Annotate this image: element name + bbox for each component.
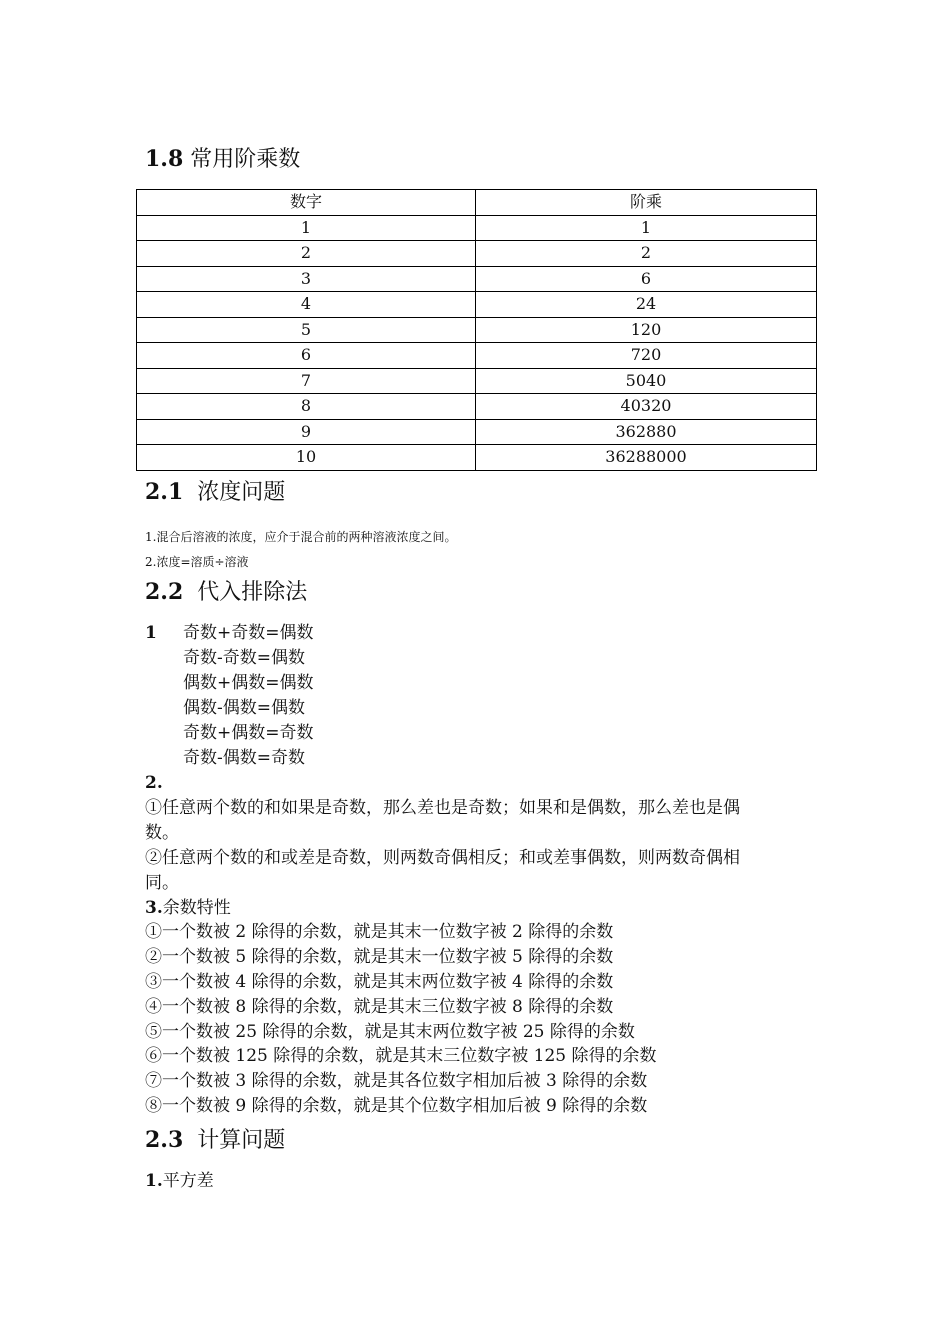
table-row (137, 343, 817, 369)
remainder-rule: ①一个数被 2 除得的余数，就是其末一位数字被 2 除得的余数 (145, 922, 614, 942)
table-row (137, 394, 817, 420)
table-cell: 2 (476, 241, 817, 267)
paragraph-number: 1. (145, 1171, 163, 1191)
parity-rule: 奇数+奇数=偶数 (183, 623, 314, 643)
paragraph-line: 数。 (145, 823, 179, 843)
table-cell: 4 (137, 292, 476, 318)
remainder-rule: ⑧一个数被 9 除得的余数，就是其个位数字相加后被 9 除得的余数 (145, 1096, 648, 1116)
table-row (137, 445, 817, 471)
table-cell: 6 (476, 266, 817, 292)
remainder-rule: ⑤一个数被 25 除得的余数，就是其末两位数字被 25 除得的余数 (145, 1022, 635, 1042)
remainder-rule: ⑦一个数被 3 除得的余数，就是其各位数字相加后被 3 除得的余数 (145, 1071, 648, 1091)
concentration-note-2: 2.浓度=溶质÷溶液 (145, 555, 249, 569)
calc-subtitle: 平方差 (162, 1171, 214, 1191)
table-row (137, 241, 817, 267)
table-row (137, 292, 817, 318)
remainder-rule: ⑥一个数被 125 除得的余数，就是其末三位数字被 125 除得的余数 (145, 1046, 657, 1066)
calc-subheading (145, 1169, 214, 1194)
section-title: 代入排除法 (197, 580, 308, 605)
table-cell: 3 (137, 266, 476, 292)
table-cell: 5040 (476, 368, 817, 394)
remainder-rule: ②一个数被 5 除得的余数，就是其末一位数字被 5 除得的余数 (145, 947, 614, 967)
parity-rule: 奇数-奇数=偶数 (183, 648, 305, 668)
column-header-factorial: 阶乘 (476, 190, 817, 216)
remainder-rule: ③一个数被 4 除得的余数，就是其末两位数字被 4 除得的余数 (145, 972, 614, 992)
table-cell: 5 (137, 317, 476, 343)
table-cell: 36288000 (476, 445, 817, 471)
table-row (137, 368, 817, 394)
section-number: 2.1 (145, 479, 184, 505)
table-row (137, 419, 817, 445)
table-cell: 6 (137, 343, 476, 369)
paragraph-line: ②任意两个数的和或差是奇数，则两数奇偶相反；和或差事偶数，则两数奇偶相 (145, 848, 740, 868)
table-cell: 24 (476, 292, 817, 318)
table-cell: 2 (137, 241, 476, 267)
table-cell: 10 (137, 445, 476, 471)
table-cell: 40320 (476, 394, 817, 420)
paragraph-number-1: 1 (145, 623, 157, 643)
parity-rule: 奇数-偶数=奇数 (183, 748, 305, 768)
table-cell: 720 (476, 343, 817, 369)
column-header-number: 数字 (137, 190, 476, 216)
concentration-note-1: 1.混合后溶液的浓度，应介于混合前的两种溶液浓度之间。 (145, 530, 457, 544)
section-heading-1-8 (145, 144, 300, 175)
table-row (137, 317, 817, 343)
section-number: 2.3 (145, 1127, 184, 1153)
remainder-title: 余数特性 (162, 898, 231, 918)
table-cell: 1 (476, 215, 817, 241)
section-number: 1.8 (145, 146, 184, 172)
remainder-rule: ④一个数被 8 除得的余数，就是其末三位数字被 8 除得的余数 (145, 997, 614, 1017)
table-cell: 120 (476, 317, 817, 343)
section-title: 常用阶乘数 (190, 147, 301, 172)
table-row (137, 266, 817, 292)
paragraph-line: 同。 (145, 873, 179, 893)
factorial-table (136, 189, 817, 471)
table-cell: 362880 (476, 419, 817, 445)
paragraph-number-3: 3. (145, 898, 163, 918)
parity-rule: 偶数+偶数=偶数 (183, 673, 314, 693)
table-cell: 7 (137, 368, 476, 394)
section-number: 2.2 (145, 579, 184, 605)
section-heading-2-1 (145, 477, 285, 508)
section-heading-2-2 (145, 577, 307, 608)
table-row (137, 215, 817, 241)
section-title: 计算问题 (197, 1128, 286, 1153)
table-cell: 8 (137, 394, 476, 420)
table-cell: 1 (137, 215, 476, 241)
table-header-row (137, 190, 817, 216)
section-heading-2-3 (145, 1125, 285, 1156)
paragraph-number-2: 2. (145, 773, 163, 793)
parity-rule: 奇数+偶数=奇数 (183, 723, 314, 743)
paragraph-line: ①任意两个数的和如果是奇数，那么差也是奇数；如果和是偶数，那么差也是偶 (145, 798, 740, 818)
remainder-heading (145, 896, 231, 921)
section-title: 浓度问题 (197, 480, 286, 505)
table-cell: 9 (137, 419, 476, 445)
parity-rule: 偶数-偶数=偶数 (183, 698, 305, 718)
